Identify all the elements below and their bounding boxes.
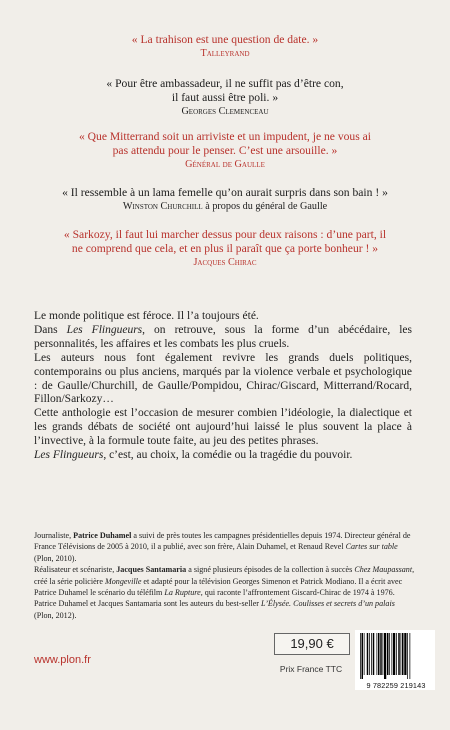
bio-text: a suivi de près toutes les campagnes présidentielles depuis 1974. Directeur général de France Télévisions de 2005 à 2010, il a publié, avec son frère, Alain Duhamel, et Renaud Revel <box>34 531 411 552</box>
bio-text: , qui raconte l’affrontement Giscard-Chirac de 1974 à 1976. <box>200 588 395 598</box>
quote-text-line: « Sarkozy, il faut lui marcher dessus pour deux raisons : d’une part, il <box>63 228 387 241</box>
book-title: Les Flingueurs <box>34 449 104 462</box>
quote-text: « Il ressemble à un lama femelle qu’on aurait surpris dans son bain ! » <box>62 186 388 199</box>
author-name: Patrice Duhamel <box>73 531 132 540</box>
isbn-number: 9 782259 219143 <box>366 681 426 690</box>
bio-text: , créé la série policière <box>34 565 415 586</box>
quote-author-suffix: à propos du général de Gaulle <box>202 201 328 213</box>
work-title: Mongeville <box>105 576 142 586</box>
bio-paragraph <box>34 564 416 598</box>
intro-paragraph <box>34 324 412 352</box>
bio-text: Réalisateur et scénariste, <box>34 565 117 575</box>
quote-churchill <box>0 186 450 214</box>
quote-author: Talleyrand <box>200 48 250 60</box>
price-label: Prix France TTC <box>279 664 343 674</box>
bio-text: a signé plusieurs épisodes de la collection à succès <box>186 565 355 575</box>
quote-clemenceau <box>0 77 450 119</box>
bio-text: (Plon, 2012). <box>34 610 77 620</box>
quote-attribution <box>0 200 450 214</box>
quote-author: Winston Churchill <box>122 201 203 213</box>
quote-talleyrand <box>0 33 450 61</box>
work-title: La Rupture <box>164 588 201 598</box>
bio-text: Journaliste, <box>34 531 74 540</box>
quote-text-line: pas attendu pour le penser. C’est une arsouille. » <box>112 144 338 158</box>
intro-paragraph: Le monde politique est féroce. Il l’a toujours été. <box>34 310 259 322</box>
quote-text-line: « Pour être ambassadeur, il ne suffit pas d’être con, <box>106 77 344 90</box>
barcode-bars-icon <box>359 633 431 679</box>
bio-paragraph <box>34 598 416 621</box>
author-name: Jacques Santamaria <box>116 565 187 575</box>
publisher-website[interactable]: www.plon.fr <box>34 654 91 666</box>
intro-paragraph <box>34 449 412 463</box>
author-bios <box>34 530 416 621</box>
quote-text-line: « Que Mitterrand soit un arriviste et un impudent, je ne vous ai <box>78 130 372 143</box>
quote-chirac <box>0 228 450 270</box>
intro-paragraph: Les auteurs nous font également revivre les grands duels politiques, contemporains ou plus anciens, marqués par la violence verbale et psychologique : de Gaulle/Churchill, de Gaulle/Pompidou, Chirac/Giscard, Mitterrand/Rocard, Fillon/Sarkozy… <box>34 351 412 406</box>
book-title: Les Flingueurs <box>66 323 143 336</box>
bio-text: Patrice Duhamel et Jacques Santamaria sont les auteurs du best-seller <box>34 599 262 609</box>
intro-text: Dans <box>34 323 67 336</box>
book-title: L’Élysée. Coulisses et secrets d’un palais <box>261 599 395 609</box>
quote-author: Georges Clemenceau <box>181 106 269 118</box>
work-title: Chez Maupassant <box>354 565 413 575</box>
book-title: Cartes sur table <box>345 542 398 552</box>
intro-text: , c’est, au choix, la comédie ou la tragédie du pouvoir. <box>103 449 353 462</box>
bio-paragraph <box>34 530 416 564</box>
price-box: 19,90 € <box>274 633 350 655</box>
quote-author: Général de Gaulle <box>185 159 265 171</box>
bio-text: et adapté pour la télévision Georges Simenon et Patrick Modiano. Il a écrit avec Patrice Duhamel le scénario du téléfilm <box>34 576 403 598</box>
intro-text: , on retrouve, sous la forme d’un abécédaire, les personnalités, les affaires et les combats les plus cruels. <box>34 323 413 350</box>
quote-text-line: il faut aussi être poli. » <box>171 91 279 105</box>
quote-author: Jacques Chirac <box>193 257 257 269</box>
quote-text-line: ne comprend que cela, et en plus il paraît que ça porte bonheur ! » <box>71 242 379 256</box>
book-description <box>34 310 412 463</box>
quote-de-gaulle <box>0 130 450 172</box>
intro-paragraph: Cette anthologie est l’occasion de mesurer combien l’idéologie, la dialectique et les grands débats de société ont aujourd’hui laissé le plus souvent la place à l’invective, à la formule toute faite, au jeu des petites phrases. <box>34 407 412 448</box>
bio-text: (Plon, 2010). <box>34 553 77 563</box>
quote-text: « La trahison est une question de date. » <box>131 33 319 46</box>
